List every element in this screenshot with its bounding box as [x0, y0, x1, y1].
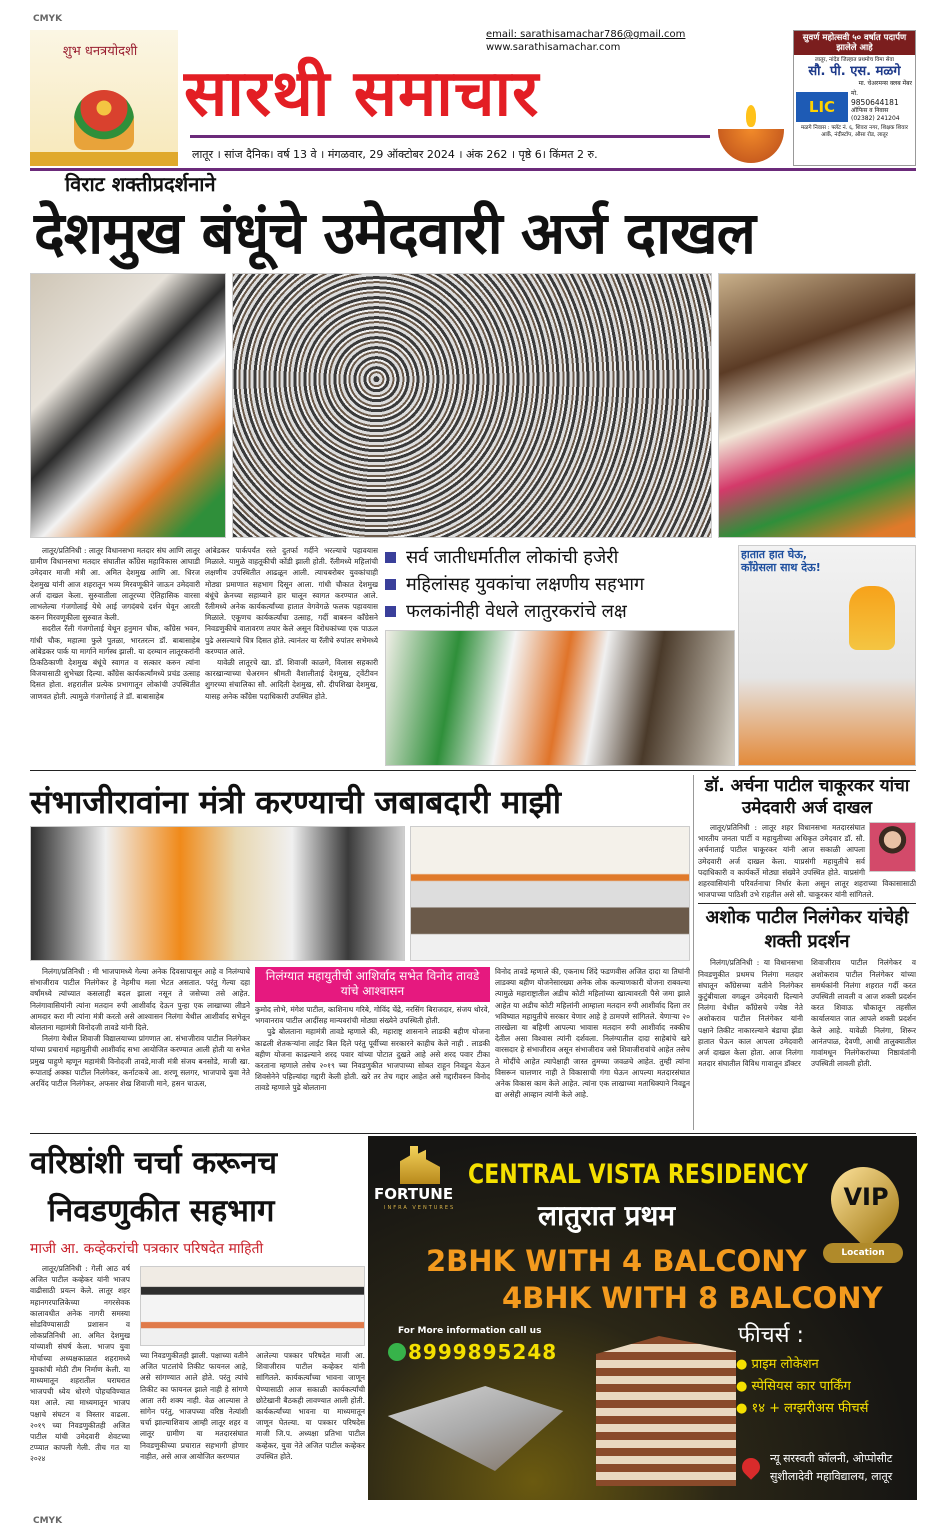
fortune-logo-icon: [400, 1146, 440, 1184]
brand-subtitle: INFRA VENTURES: [384, 1205, 456, 1211]
paragraph: सदरील रॅली गंजगोलाई येथून हनुमान चौक, कॉंग्रेस भवन, गांधी चौक, महात्मा फुले पुतळा, भारतरत्न डॉ. बाबासाहेब आंबेडकर पार्क या मार्गाने मार्गस्थ झाली. या दरम्यान लातूरकरांनी ठिकठिकाणी देशमुख बंधूंचे स्वागत व सत्कार करुन त्यांना विजयासाठी शुभेच्छा दिल्या. कॉंग्रेस कार्यकर्त्यांमध्ये प्रचंड उत्साह दिसत होता. शहरातील प्रत्येक प्रभागातून लोकांची उपस्थितीत जाणवत होती. त्यामुळे गंजगोलाई ते डॉ. बाबासाहेब: [30, 624, 200, 701]
project-title: CENTRAL VISTA RESIDENCY: [468, 1159, 808, 1190]
nilanga-article-col1: [30, 966, 250, 1126]
bullet-square-icon: [385, 606, 396, 617]
placard-text: हातात हात घेऊ, कॉंग्रेसला साथ देऊ!: [741, 548, 821, 574]
whatsapp-icon: [388, 1343, 406, 1361]
festival-illustration: [30, 30, 178, 166]
kavhekar-article-col3: [256, 1350, 365, 1498]
photo-press-conference: [140, 1266, 365, 1346]
photo-candidate-portrait: [718, 273, 916, 538]
right-column: [698, 775, 916, 1130]
photo-candidate-waving: [30, 273, 226, 538]
photo-children-placard: [738, 545, 916, 766]
features-title: फीचर्स :: [738, 1323, 804, 1348]
kavhekar-article-col2: [140, 1350, 248, 1498]
nilanga-article-col3: [495, 966, 690, 1126]
offer-line-2: 4BHK WITH 8 BALCONY: [502, 1281, 883, 1315]
kavhekar-article-col1: [30, 1263, 130, 1498]
phone-label: मो.: [851, 90, 859, 97]
paragraph: विनोद तावडे म्हणाले की, एकनाथ शिंदे फडणवीस अजित दादा या तिघांनी लाडक्या बहीण योजनेसारख्या अनेक लोक कल्याणकारी योजना राबवल्या त्यामुळे महाराष्ट्रातील अडीच कोटी महिलांच्या खात्यावरती पैसे जमा झाले आहेत या अडीच कोटी महिलांनी आम्हाला मतदान रुपी आशीर्वाद दिला तर भविष्यात महायुतीचे सरकार येणार आहे हे ठामपणे सांगितले. येणाऱ्या २० तारखेला या बहिणी आपल्या भावास मतदान रुपी आशीर्वाद नक्कीच देतील असा विश्वास त्यांनी दर्शवला. निलंग्यातील दादा साहेबांचे खरे वारसदार हे संभाजीराव असून संभाजीराव जसे शिवाजीरावांचे आहेत तसेच ते मोदींचे आहेत त्यापेक्षाही जास्त तुमच्या जवळचे आहेत. तुम्ही त्यांना विसरून चालणार नाही ते विकासाची गंगा घेऊन आपल्या मतदारसंघात अनेक विकास काम केले आहेत. त्यांना एक लाखाच्या मताधिक्याने निवडून द्या असेही आव्हान त्यांनी केले आहे.: [495, 967, 690, 1100]
lic-logo: LIC: [796, 92, 848, 122]
contact-email[interactable]: email: sarathisamachar786@gmail.com: [486, 29, 686, 40]
bullet-text: सर्व जातीधर्मातील लोकांची हजेरी: [406, 546, 619, 568]
kavhekar-headline-line1: वरिष्ठांशी चर्चा करूनच: [30, 1145, 278, 1181]
nilanga-subhead-box: निलंग्यात महायुतीची आशिर्वाद सभेत विनोद तावडे यांचे आश्वासन: [255, 967, 490, 1002]
paragraph: च्या निवडणुकीतही झाली. पक्षाच्या वतीने अजित पाटलांचे तिकीट फायनल आहे, असे सांगण्यात आले होते. परंतु त्यांचे तिकीट का फायनल झाले नाही हे सांगणे आता तरी शक्य नाही. वेळ आल्यास ते सांगेन परंतु, भाजपच्या वरिष्ठ नेत्यांशी चर्चा झाल्याशिवाय आम्ही लातूर शहर व लातूर ग्रामीण या मतदारसंघात निवडणुकीच्या प्रचारात सहभागी होणार नाहीत, असे आज आयोजित करण्यात: [140, 1351, 248, 1461]
dateline: लातूर । सांज दैनिक। वर्ष 13 वे । मंगळवार, 29 ऑक्टोबर 2024 । अंक 262 । पृष्ठे 6। किंमत 2 रु.: [192, 148, 598, 161]
vip-location-label: Location: [823, 1243, 903, 1263]
paragraph: यावेळी लातूरचे खा. डॉ. शिवाजी काळगे, विलास सहकारी कारखान्याच्या चेअरमन श्रीमती वैशालीताई देशमुख, ट्वेंटीवन शुगरच्या संचालिका सौ. आदिती देशमुख, सौ. दीपशिखा देशमुख, यासह अनेक कॉंग्रेस पदाधिकारी उपस्थित होते.: [205, 658, 378, 701]
bullet-square-icon: [385, 552, 396, 563]
festival-greeting: शुभ धनत्रयोदशी: [62, 44, 138, 59]
paragraph: लातूर/प्रतिनिधी : गेली आठ वर्ष अजित पाटील कव्हेकर यांनी भाजप वाढीसाठी प्रयत्न केले. लातूर शहर महानगरपालिकेच्या नगरसेवक कालावधीत अनेक नागरी समस्या सोडविण्यासाठी प्रशासन व लोकप्रतिनिधी आ. अमित देशमुख यांच्याशी संघर्ष केला. भाजप युवा मोर्चाच्या अध्यक्षकाळात शहरामध्ये युवकांची मोठी टीम निर्माण केली. या माध्यमातून शहरातील घराघरात भाजपची ध्येय धोरणे पोहचविण्यात यश आले. त्या माध्यमातून भाजप पक्षाचे संघटन व विस्तार वाढला. २०१९ च्या निवडणुकीतही अजित पाटील यांची उमेदवारी शेवटच्या टप्प्यात कापली गेली. तीच गत या २०२४: [30, 1264, 130, 1464]
lic-agent-ad: [793, 30, 916, 166]
paragraph: शिवाजीराव पाटील निलंगेकर व अशोकराव पाटील निलंगेकर यांच्या समर्थकांनी निलंगा शहरात गर्दी करत उपस्थिती लावली व आज शक्ती प्रदर्शन करत शिवाऊ चौकातून तहसील कार्यालयात जात आपले शक्ती प्रदर्शन केले आहे. यावेळी निलंगा, शिरूर आनंतपाळ, देवणी, आधी तालुक्यातील गावांमधून निलंगेकरांच्या निष्ठावंतांनी उपस्थिती लावली होती.: [811, 958, 916, 1069]
project-tagline: लातुरात प्रथम: [538, 1199, 676, 1232]
column-divider: [693, 775, 694, 1130]
paragraph: लातूर/प्रतिनिधी : लातूर शहर विधानसभा मतदारसंघात भारतीय जनता पार्टी व महायुतीच्या अधिकृत उमेदवार डॉ. सौ. अर्चनाताई पाटील चाकूरकर यांनी आज सकाळी आपला उमेदवारी अर्ज दाखल केला. याप्रसंगी महायुतीचे सर्व पदाधिकारी व कार्यकर्ते मोठ्या संख्येने उपस्थित होते. याप्रसंगी शहरवासियांनी परिवर्तनाचा निर्धार केला असून लातूर शहराच्या विकासासाठी भाजपाच्या पाठिशी उभे राहतील असे सौ. चाकूरकर यांनी सांगितले.: [698, 823, 916, 900]
bullet-text: फलकांनीही वेधले लातुरकरांचे लक्ष: [406, 600, 627, 622]
brand-name: FORTUNE: [374, 1185, 454, 1203]
masthead-rule: [190, 135, 710, 138]
office-label: ऑफिस व निवास: [851, 107, 889, 114]
header-rule: [30, 168, 916, 171]
photo-public-meeting: [410, 826, 690, 961]
feature-item: ● स्पेसियस कार पार्किंग: [736, 1379, 851, 1394]
paragraph: आंबेडकर पार्कपर्यंत रस्ते दुतर्फा गर्दीने भरल्याचे पहावयास मिळाले. यामुळे वाहतूकीची कोंडी झाली होती. रॅलीमध्ये महिलांची लक्षणीय उपस्थितीत आढळून आली. त्याचबरोबर युवकांचाही मोठ्या प्रमाणात सहभाग दिसून आला. गांधी चौकात देशमुख बंधूंचे क्रेनच्या सहाय्याने हार घालून स्वागत करण्यात आले. रॅलीमध्ये अनेक कार्यकर्त्यांच्या हातात वेगवेगळे फलक पहावयास मिळाले. एकूणच कार्यकर्त्यांचा उत्साह, गर्दी बाबरुन कॉंग्रेसने निवडणुकीचे वातावरण तयार केले असून विरोधकांच्या एक पाऊल पुढे असल्याचे चित्र दिसत होते. त्यानंतर या रॅलीचे रुपांतर सभेमध्ये करण्यात आले.: [205, 546, 378, 656]
feature-item: ● प्राइम लोकेशन: [736, 1357, 819, 1372]
paragraph: निलंगा/प्रतिनिधी : मी भाजपामध्ये गेल्या अनेक दिवसापासून आहे व निलंग्याचे संभाजीराव पाटील निलंगेकर हे नेहमीच मला भेटत असतात. परंतु गेल्या दहा वर्षांमध्ये त्यांच्यात कसलाही बदल झाला नसून ते जसेच्या तसे आहेत. निलंगावासियांनी त्यांना मतदान रुपी आशीर्वाद देऊन पुन्हा एक लाखाच्या लीडने आमदार करा मी त्यांना मंत्री करतो असे आश्वासन निलंगा येथील आशीर्वाद सभेतून बोलताना महामंत्री विनोदजी तावडे यांनी दिले.: [30, 967, 250, 1033]
offer-line-1: 2BHK WITH 4 BALCONY: [426, 1244, 807, 1278]
newspaper-title: सारथी समाचार: [184, 57, 540, 131]
section-divider: [30, 770, 916, 771]
feature-text: स्पेसियस कार पार्किंग: [751, 1379, 851, 1394]
agent-address: मळगे निवास : फ्लॅट नं. ६, शिवरा नगर, शिक्षक शिवार आर्के, नंदीस्टॉप, औसा रोड, लातूर: [800, 125, 909, 138]
paragraph: पुढे बोलताना महामंत्री तावडे म्हणाले की, महाराष्ट्र शासनाने लाडकी बहीण योजना काढली शेतकऱ्यांना लाईट बिल दिले परंतु पूर्वीच्या सरकारने काहीच केले नाही . लाडकी बहीण योजना काढल्याने शरद पवार यांच्या पोटात दुखते आहे असे शरद पवार टीका करताना म्हणाले तसेच २०१९ च्या निवडणुकीत भाजपाच्या सोबत राहून निवडून येऊन शिवसेनेने पहिल्यांदा गद्दारी केली होती. खरे तर तेच गद्दार आहेत असे गद्दारीवरुन विनोद तावडे म्हणाले पुढे बोलताना: [255, 1027, 490, 1093]
contact-website[interactable]: www.sarathisamachar.com: [486, 42, 621, 53]
paragraph: आलेल्या पत्रकार परिषदेत माजी आ. शिवाजीराव पाटील कव्हेकर यांनी सांगितले. कार्यकर्त्यांच्या भावना जाणून घेण्यासाठी आज सकाळी कार्यकर्त्यांची छोटेखानी बैठकही लावण्यात आली होती. कार्यकर्त्यांच्या भावना या माध्यमातून जाणून घेतल्या. या पत्रकार परिषदेस माजी जि.प. अध्यक्षा प्रतिभा पाटील कव्हेकर, युवा नेते अजित पाटील कव्हेकर उपस्थित होते.: [256, 1351, 365, 1461]
lead-article-col2: [205, 545, 378, 767]
call-label: For More information call us: [398, 1326, 542, 1336]
paragraph: लातूर/प्रतिनिधी : लातूर विधानसभा मतदार संघ आणि लातूर ग्रामीण विधानसभा मतदार संघातील कॉंग्रेस महाविकास आघाडी उमेदवार माजी मंत्री आ. अमित देशमुख आणि आ. धिरज देशमुख यांनी आज शहरातून भव्य मिरवणूकीने जाऊन उमेदवारी अर्ज दाखल केला. सुरुवातीला लातूरच्या ऐतिहासिक वारसा लाभलेल्या गंजगोलाई येथे आई जगदंबचे दर्शन घेवून आरती करुन मिरवणूकीला सुरुवात केली.: [30, 546, 200, 623]
agent-name: सौ. पी. एस. मळगे: [808, 64, 901, 79]
agent-phone: 9850644181: [851, 98, 899, 107]
paragraph: कुमोद लोभे, मंगेश पाटील, काशिनाथ गरिबे, गोविंद चेंद्रे, नरसिंग बिराजदार, संजय थोरवे, भगवानराव पाटील आदींसह मान्यवरांची मोठ्या संख्येने उपस्थिती होती.: [255, 1005, 490, 1026]
paragraph: निलंगा येथील शिवाजी विद्यालयाच्या प्रांगणात आ. संभाजीराव पाटील निलंगेकर यांच्या प्रचारार्थ महायुतीची आशीर्वाद सभा आयोजित करण्यात आली होती या सभेत प्रमुख पाहुणे म्हणून महामंत्री विनोदजी तावडे,माजी मंत्री संजय बनसोडे, माजी खा. रूपाताई अक्का पाटील निलंगेकर, कर्नाटकचे आ. शरणू सलगर, भाजपाचे युवा नेते अरविंद पाटील निलंगेकर, अफसर शेख शिवाजी माने, हसन चाऊस,: [30, 1034, 250, 1089]
kavhekar-headline-line2: निवडणुकीत सहभाग: [48, 1193, 275, 1229]
vip-label: VIP: [843, 1183, 889, 1211]
lead-kicker: विराट शक्तीप्रदर्शनाने: [65, 172, 216, 196]
paragraph: निलंगा/प्रतिनिधी : या विधानसभा निवडणुकीत प्रथमच निलंगा मतदार संघातून कॉंग्रेसच्या वतीने निलंगेकर कुटुंबीयाला वगळून उमेदवारी दिल्याने निलंगा येथील कॉंग्रेसचे ज्येष्ठ नेते अशोकराव पाटील निलंगेकर यांनी पक्षाने तिकीट नाकारल्याने बंडाचा झेंडा हातात घेऊन काल आपला उमेदवारी अर्ज दाखल केला होता. आज निलंगा मतदार संघातील विविध गावातून डॉक्टर: [698, 958, 803, 1069]
section-divider: [698, 903, 916, 904]
floor-plan-image: [378, 1376, 573, 1476]
chakurkar-article: [698, 822, 916, 900]
nilanga-headline: संभाजीरावांना मंत्री करण्याची जबाबदारी माझी: [30, 783, 562, 821]
bullet-text: महिलांसह युवकांचा लक्षणीय सहभाग: [406, 573, 645, 595]
bullet-square-icon: [385, 579, 396, 590]
lead-bullets: [385, 544, 735, 625]
office-phone: (02382) 241204: [851, 115, 900, 122]
photo-rally-supporters: [385, 630, 735, 766]
kavhekar-subhead: माजी आ. कव्हेकरांची पत्रकार परिषदेत माहिती: [30, 1241, 264, 1257]
photo-archana-chakurkar: [869, 822, 916, 872]
map-pin-icon: [738, 1454, 763, 1479]
building-render-image: [596, 1336, 736, 1486]
lead-article-col1: [30, 545, 200, 767]
phone-number[interactable]: 8999895248: [408, 1340, 558, 1364]
diya-icon: [712, 105, 790, 165]
ad-header: सुवर्ण महोत्सवी ५० वर्षात पदार्पण झालेले आहे: [794, 31, 915, 55]
congress-hand-icon: [849, 586, 895, 650]
feature-text: १४ + लग्झरीअस फीचर्स: [751, 1401, 869, 1416]
nilangekar-article-col2: [811, 957, 916, 1130]
nilangekar-headline: अशोक पाटील निलंगेकर यांचेही शक्ती प्रदर्शन: [705, 907, 909, 953]
address-line: न्यू सरस्वती कॉलनी, ओप्पोसीट: [770, 1452, 893, 1465]
photo-rally-crowd: [232, 273, 712, 538]
feature-item: ● १४ + लग्झरीअस फीचर्स: [736, 1401, 869, 1416]
real-estate-advert: [368, 1136, 917, 1500]
print-mark-bottom: CMYK: [33, 1516, 63, 1526]
nilanga-article-col2: [255, 1004, 490, 1126]
address-line: सुशीलादेवी महाविद्यालय, लातूर: [770, 1470, 893, 1483]
ad-line: लातूर, नांदेड जिल्हात प्रथमोच विमा सेवा: [815, 57, 894, 63]
photo-felicitation: [30, 826, 405, 961]
nilangekar-article-col1: [698, 957, 803, 1130]
print-mark-top: CMYK: [33, 14, 63, 24]
feature-text: प्राइम लोकेशन: [751, 1357, 819, 1372]
chakurkar-headline: डॉ. अर्चना पाटील चाकूरकर यांचा उमेदवारी अर्ज दाखल: [704, 776, 910, 818]
goddess-icon: [74, 90, 134, 150]
section-divider: [30, 1133, 916, 1134]
lead-headline: देशमुख बंधूंचे उमेदवारी अर्ज दाखल: [34, 199, 755, 267]
agent-role: मा. चेअरमन्स क्लब मेंबर: [858, 80, 912, 87]
